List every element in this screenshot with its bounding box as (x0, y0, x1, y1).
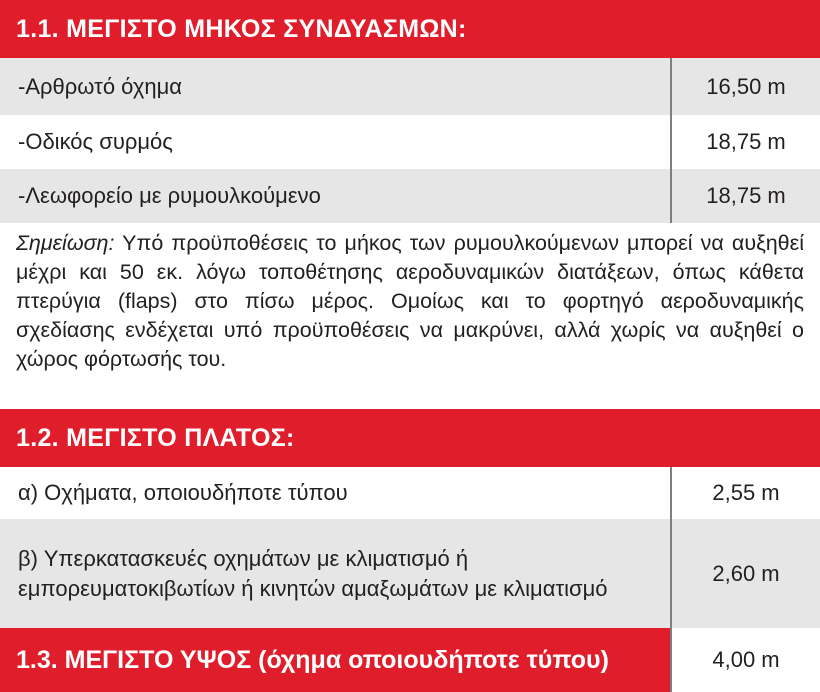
note-paragraph (0, 223, 820, 403)
row-value: 16,50 m (670, 58, 820, 115)
section-title: 1.1. ΜΕΓΙΣΤΟ ΜΗΚΟΣ ΣΥΝΔΥΑΣΜΩΝ: (16, 14, 467, 43)
table-row (0, 58, 820, 115)
table-row (0, 169, 820, 223)
row-label: α) Οχήματα, οποιουδήποτε τύπου (18, 480, 348, 505)
row-label: β) Υπερκατασκευές οχημάτων με κλιματισμό ή εμπορευματοκιβωτίων ή κινητών αμαξωμάτων με κλιματισμό (18, 545, 608, 601)
note-text: Υπό προϋποθέσεις το μήκος των ρυμουλκούμενων μπορεί να αυξηθεί μέχρι και 50 εκ. λόγω τοποθέτησης αεροδυναμικών διατάξεων, όπως κάθετα πτερύγια (flaps) στο πίσω μέρος. Ομοίως και το φορτηγό αεροδυναμικής σχεδίασης ενδέχεται υπό προϋποθέσεις να μακρύνει, αλλά χωρίς να αυξηθεί ο χώρος φόρτωσής του. (16, 231, 804, 371)
table-row (0, 115, 820, 169)
table-row (0, 519, 820, 628)
section-title: 1.2. ΜΕΓΙΣΤΟ ΠΛΑΤΟΣ: (16, 423, 295, 452)
section-row-max-height (0, 628, 820, 692)
row-value: 18,75 m (670, 115, 820, 169)
row-label: -Οδικός συρμός (18, 129, 173, 154)
row-value: 2,55 m (670, 467, 820, 519)
row-value: 4,00 m (670, 628, 820, 692)
row-label: -Λεωφορείο με ρυμουλκούμενο (18, 183, 321, 208)
section-header-max-width (0, 409, 820, 467)
note-lead: Σημείωση: (16, 231, 115, 255)
row-label: -Αρθρωτό όχημα (18, 73, 182, 99)
table-row (0, 467, 820, 519)
row-value: 18,75 m (670, 169, 820, 223)
row-value: 2,60 m (670, 519, 820, 628)
section-title: 1.3. ΜΕΓΙΣΤΟ ΥΨΟΣ (όχημα οποιουδήποτε τύπου) (0, 628, 670, 692)
section-header-max-length (0, 0, 820, 58)
